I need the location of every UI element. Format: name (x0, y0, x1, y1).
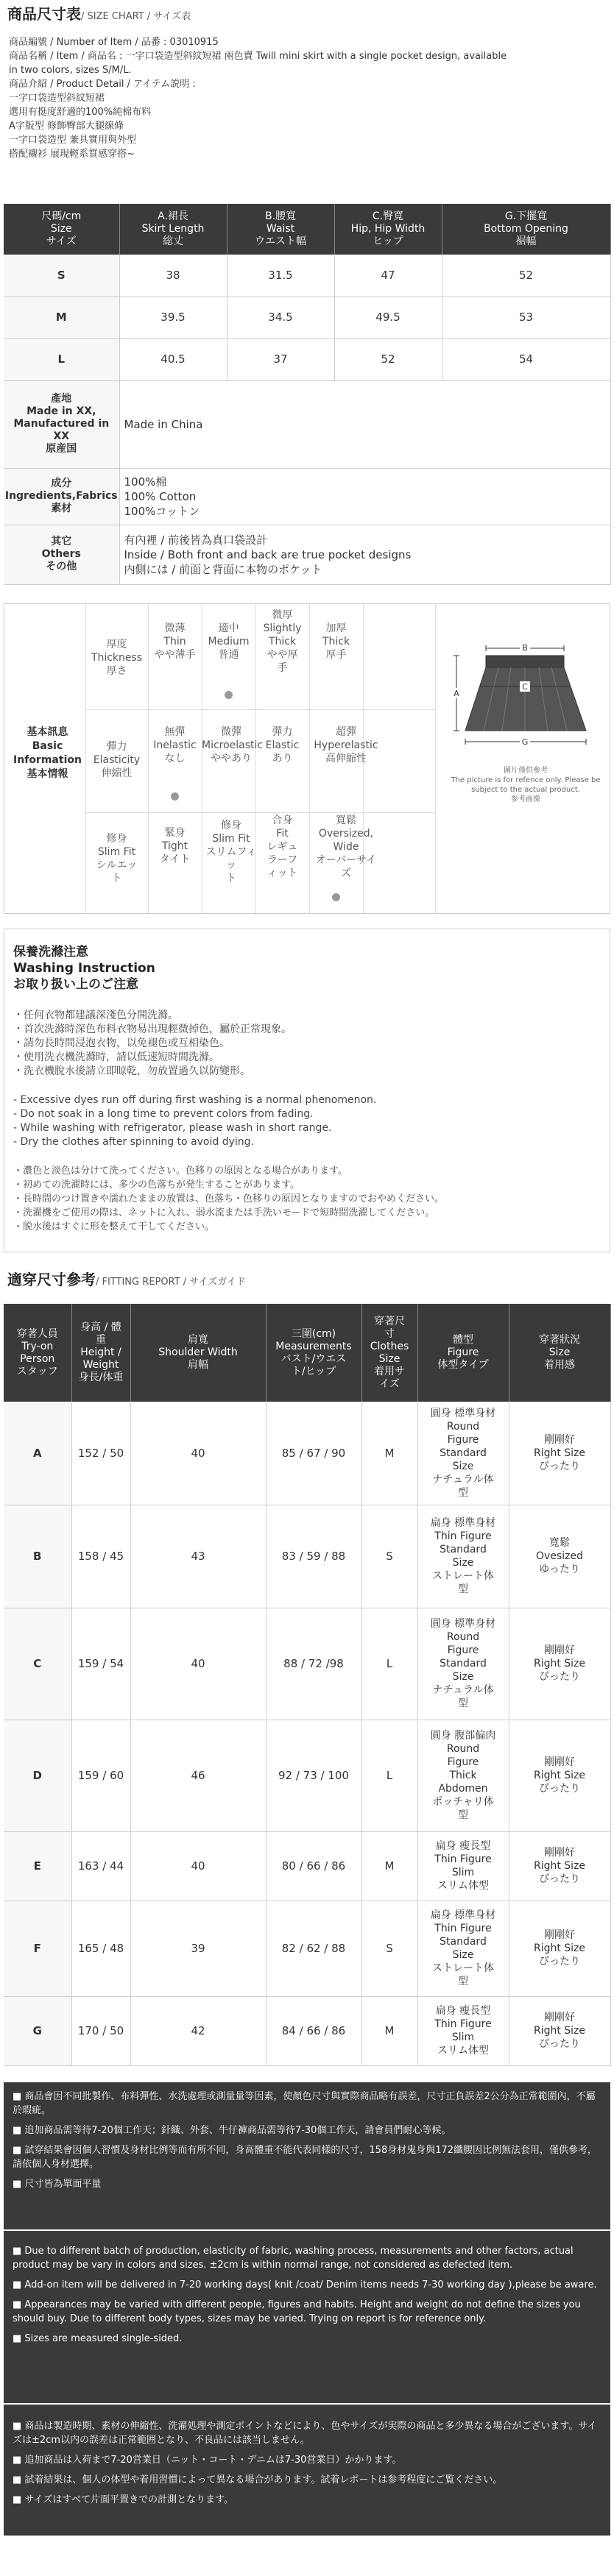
washing-line: ・首次洗滌時深色布料衣物易出現輕微掉色，屬於正常現象。 (13, 1023, 292, 1035)
fitting-header (0, 1270, 253, 1290)
header-clothes-size: 穿著尺 寸 Clothes Size 着用サ イズ (361, 1304, 417, 1402)
size-chart-subtitle: / SIZE CHART / サイズ表 (81, 11, 191, 22)
note-line: ■ 追加商品需等待7-20個工作天；針織、外套、牛仔褲商品需等待7-30個工作天，請會員們耐心等候。 (13, 2125, 451, 2136)
header-height-weight: 身高 / 體 重 Height / Weight 身長/体重 (71, 1304, 130, 1402)
clothes-size: S (361, 1505, 417, 1608)
clothes-size: L (361, 1720, 417, 1831)
shoulder-width: 40 (130, 1831, 266, 1901)
info-line: 商品編號 / Number of Item / 品番 : 03010915 (9, 37, 219, 48)
value-cell: 49.5 (334, 297, 442, 338)
fit-option: 修身 Slim Fit スリムフィッ ト (205, 820, 257, 884)
header-person: 穿著人員 Try-on Person スタッフ (4, 1304, 71, 1402)
product-info (0, 32, 614, 161)
elasticity-option: 微彈 Microelastic ややあり (202, 726, 264, 764)
height-weight: 163 / 44 (71, 1831, 130, 1901)
note-line: ■ 試着結果は、個人の体型や着用習慣によって異なる場合があります。試着レポートは参考程度にご覧ください。 (13, 2474, 503, 2485)
size-cell: S (4, 255, 119, 297)
note-line: ■ 商品會因不同批製作、布料彈性、水洗處理或測量量等因素，使顏色尺寸與實際商品略有誤差，尺寸正負誤差2公分為正常範圍內，不屬於瑕疵。 (13, 2091, 596, 2116)
washing-line: ・初めての洗濯時には、多少の色落ちが発生することがあります。 (13, 1179, 300, 1191)
note-line: ■ 試穿結果會因個人習慣及身材比例等而有所不同，身高體重不能代表同樣的尺寸，158身材鬼身與172纖腰因比例無法套用，僅供參考，請依個人身材選擇。 (13, 2145, 598, 2170)
figure-type: 扁身 瘦長型 Thin Figure Slim スリム体型 (417, 1831, 509, 1901)
table-row (4, 1901, 610, 1996)
size-table-header (4, 204, 610, 255)
info-line: 商品介紹 / Product Detail / アイテム説明 : (9, 79, 196, 90)
notes-en (4, 2231, 610, 2403)
shoulder-width: 40 (130, 1402, 266, 1505)
info-line: A字版型 修飾臀部大腿線條 (9, 121, 124, 132)
note-line: ■ 尺寸皆為單面平量 (13, 2179, 102, 2190)
value-cell: 37 (227, 338, 334, 380)
basic-info-panel (4, 603, 610, 914)
fitting-table-header (4, 1304, 610, 1402)
diagram-letter: B (522, 643, 528, 653)
elasticity-option: 彈力 Elastic あり (265, 726, 300, 764)
figure-type: 圓身 標準身材 Round Figure Standard Size ナチュラル体 型 (417, 1608, 509, 1720)
table-row (4, 1608, 610, 1720)
washing-block-en (13, 1093, 601, 1149)
figure-type: 圓身 標準身材 Round Figure Standard Size ナチュラル体 型 (417, 1402, 509, 1505)
fit-option: 寬鬆 Oversized, Wide オーバーサイ ズ (315, 815, 377, 879)
table-row (4, 1402, 610, 1505)
figure-type: 扁身 標準身材 Thin Figure Standard Size ストレート体 型 (417, 1901, 509, 1996)
value-cell: 38 (119, 255, 227, 297)
thickness-option: 加厚 Thick 厚手 (322, 622, 350, 661)
note-line: ■ 商品は製造時期、素材の伸縮性、洗濯処理や測定ポイントなどにより、色やサイズが実際の商品と多少異なる場合がございます。サイズは±2cm以内の誤差は正常範囲となり、不良品には該当しません。 (13, 2421, 597, 2446)
size-chart-title: 商品尺寸表 (7, 5, 81, 23)
info-line: in two colors, sizes S/M/L. (9, 65, 132, 76)
notes-zh (4, 2082, 610, 2229)
header-bottom-opening: G.下擺寬 Bottom Opening 裾幅 (442, 204, 610, 255)
measurements: 80 / 66 / 86 (266, 1831, 361, 1901)
washing-instructions (4, 929, 610, 1252)
value-cell: 52 (334, 338, 442, 380)
diagram-letter: G (521, 737, 529, 747)
note-line: ■ サイズはすべて片面平置きでの計測となります。 (13, 2494, 234, 2505)
fit-option: 合身 Fit レギュ ラーフ ィット (267, 815, 298, 879)
shoulder-width: 43 (130, 1505, 266, 1608)
washing-line: ・使用洗衣機洗滌時，請以低速短時間洗滌。 (13, 1051, 219, 1063)
info-line: 搭配襯衫 展現輕系質感穿搭~ (9, 149, 135, 160)
notes-ja (4, 2405, 610, 2536)
washing-block-ja (13, 1164, 601, 1234)
washing-line: ・脱水後はすぐに形を整えて干してください。 (13, 1221, 215, 1232)
person-id: D (4, 1720, 71, 1831)
fit-result: 剛剛好 Right Size ぴったり (509, 1901, 610, 1996)
shoulder-width: 46 (130, 1720, 266, 1831)
thickness-label: 厚度 Thickness 厚さ (91, 639, 143, 677)
elasticity-option: 無彈 Inelastic なし (153, 726, 197, 764)
washing-line: - Excessive dyes run off during first washing is a normal phenomenon. (13, 1094, 377, 1106)
washing-line: ・長時間のつけ置きや濡れたままの放置は、色落ち・色移りの原因となりますのでおやめください。 (13, 1193, 445, 1204)
others-value: 有內裡 / 前後皆為真口袋設計 Inside / Both front and back are true pocket designs 内側には / 前面と背面に本物のポケット (119, 525, 610, 584)
thickness-selected-dot (225, 691, 233, 699)
fit-result: 剛剛好 Right Size ぴったり (509, 1608, 610, 1720)
table-row (4, 1720, 610, 1831)
table-row (4, 338, 610, 380)
shoulder-width: 40 (130, 1608, 266, 1720)
header-figure: 體型 Figure 体型タイプ (417, 1304, 509, 1402)
fit-option: 緊身 Tight タイト (159, 827, 191, 865)
ingredients-value: 100%棉 100% Cotton 100%コットン (119, 468, 610, 525)
fitting-title: 適穿尺寸參考 (7, 1271, 96, 1288)
measurements: 88 / 72 /98 (266, 1608, 361, 1720)
thickness-option: 適中 Medium 普通 (208, 622, 250, 661)
fitting-subtitle: / FITTING REPORT / サイズガイド (96, 1277, 246, 1288)
washing-line: - While washing with refrigerator, please wash in short range. (13, 1122, 332, 1134)
value-cell: 53 (442, 297, 610, 338)
size-cell: L (4, 338, 119, 380)
note-line: ■ Due to different batch of production, elasticity of fabric, washing process, measurements and other factors, actual product may be vary in colors and sizes. ±2cm is within normal range, not considered as defected item. (13, 2246, 574, 2271)
others-label: 其它 Others その他 (4, 525, 119, 584)
ingredients-label: 成分 Ingredients,Fabrics 素材 (4, 468, 119, 525)
measurements: 84 / 66 / 86 (266, 1996, 361, 2065)
size-chart-header (0, 4, 198, 24)
clothes-size: M (361, 1402, 417, 1505)
person-id: A (4, 1402, 71, 1505)
shoulder-width: 39 (130, 1901, 266, 1996)
thickness-option: 微厚 Slightly Thick やや厚 手 (263, 609, 302, 674)
washing-line: ・洗濯機をご使用の際は、ネットに入れ、弱水流または手洗いモードで短時間洗濯してください。 (13, 1207, 435, 1218)
fit-result: 剛剛好 Right Size ぴったり (509, 1996, 610, 2065)
thickness-option: 微薄 Thin やや薄手 (154, 622, 196, 661)
person-id: C (4, 1608, 71, 1720)
header-size: 尺碼/cm Size サイズ (4, 204, 119, 255)
washing-block-zh (13, 1009, 601, 1079)
note-line: ■ Add-on item will be delivered in 7-20 working days( knit /coat/ Denim items needs 7-30 working day ),please be aware. (13, 2279, 597, 2291)
fit-result: 剛剛好 Right Size ぴったり (509, 1720, 610, 1831)
ingredients-row (4, 468, 610, 525)
washing-lines (4, 993, 610, 1234)
figure-type: 扁身 瘦長型 Thin Figure Slim スリム体型 (417, 1996, 509, 2065)
washing-line: ・請勿長時間浸泡衣物，以免褪色或互相染色。 (13, 1037, 230, 1049)
height-weight: 152 / 50 (71, 1402, 130, 1505)
diagram-letter: C (522, 682, 528, 692)
person-id: G (4, 1996, 71, 2065)
figure-type: 扁身 標準身材 Thin Figure Standard Size ストレート体 型 (417, 1505, 509, 1608)
person-id: E (4, 1831, 71, 1901)
origin-label: 產地 Made in XX, Manufactured in XX 原産国 (4, 380, 119, 468)
others-row (4, 525, 610, 584)
fit-result: 寬鬆 Ovesized ゆったり (509, 1505, 610, 1608)
skirt-diagram (443, 620, 608, 834)
washing-line: - Do not soak in a long time to prevent colors from fading. (13, 1108, 314, 1120)
note-line: ■ Appearances may be varied with different people, figures and habits. Height and weight do not define the sizes you should buy. Due to different body types, sizes may be varied. Trying on report is for reference only. (13, 2299, 581, 2324)
size-table (4, 204, 611, 585)
elasticity-label: 彈力 Elasticity 伸縮性 (93, 741, 141, 779)
washing-line: ・濃色と淡色は分けて洗ってください。色移りの原因となる場合があります。 (13, 1165, 347, 1177)
size-cell: M (4, 297, 119, 338)
washing-line: ・洗衣機脫水後請立即晾乾，勿放置過久以防變形。 (13, 1065, 250, 1077)
fit-result: 剛剛好 Right Size ぴったり (509, 1402, 610, 1505)
table-row (4, 255, 610, 297)
info-line: 一字口袋造型斜紋短裙 (9, 93, 105, 104)
clothes-size: M (361, 1831, 417, 1901)
measurements: 82 / 62 / 88 (266, 1901, 361, 1996)
clothes-size: L (361, 1608, 417, 1720)
diagram-caption: 圖片僅供參考 The picture is for refence only. Please be subject to the actual product. 参考画像 (451, 766, 601, 803)
height-weight: 165 / 48 (71, 1901, 130, 1996)
washing-title-zh: 保養洗滌注意 (13, 945, 88, 959)
info-line: 選用有挺度舒適的100%純棉布料 (9, 107, 152, 118)
figure-type: 圓身 腹部偏肉 Round Figure Thick Abdomen ポッチャリ体 型 (417, 1720, 509, 1831)
diagram-letter: A (454, 689, 459, 698)
table-row (4, 297, 610, 338)
height-weight: 159 / 60 (71, 1720, 130, 1831)
fitting-table (4, 1304, 611, 2066)
washing-line: ・任何衣物都建議深淺色分開洗滌。 (13, 1010, 178, 1021)
origin-value: Made in China (119, 380, 610, 468)
note-line: ■ 追加商品は入荷まで7-20営業日（ニット・コート・デニムは7-30営業日）かかります。 (13, 2455, 402, 2466)
washing-title-ja: お取り扱い上のご注意 (13, 977, 138, 992)
fit-result: 剛剛好 Right Size ぴったり (509, 1831, 610, 1901)
value-cell: 52 (442, 255, 610, 297)
table-row (4, 1505, 610, 1608)
fitting-table-body (4, 1402, 610, 2065)
measurements: 85 / 67 / 90 (266, 1402, 361, 1505)
person-id: B (4, 1505, 71, 1608)
value-cell: 34.5 (227, 297, 334, 338)
value-cell: 54 (442, 338, 610, 380)
value-cell: 39.5 (119, 297, 227, 338)
header-skirt-length: A.裙長 Skirt Length 総丈 (119, 204, 227, 255)
height-weight: 170 / 50 (71, 1996, 130, 2065)
measurements: 83 / 59 / 88 (266, 1505, 361, 1608)
origin-row (4, 380, 610, 468)
washing-title (4, 929, 610, 993)
washing-line: - Dry the clothes after spinning to avoid dying. (13, 1136, 254, 1148)
header-waist: B.腰寬 Waist ウエスト幅 (227, 204, 334, 255)
height-weight: 158 / 45 (71, 1505, 130, 1608)
value-cell: 47 (334, 255, 442, 297)
skirt-outline-icon (443, 620, 608, 760)
header-measurements: 三圍(cm) Measurements バスト/ウエス ト/ヒップ (266, 1304, 361, 1402)
value-cell: 40.5 (119, 338, 227, 380)
clothes-size: M (361, 1996, 417, 2065)
header-shoulder: 肩寬 Shoulder Width 肩幅 (130, 1304, 266, 1402)
clothes-size: S (361, 1901, 417, 1996)
fit-selected-dot (332, 893, 340, 901)
info-line: 商品名稱 / Item / 商品名 : 一字口袋造型斜紋短裙 兩色賣 Twill mini skirt with a single pocket design, available (9, 51, 507, 62)
shoulder-width: 42 (130, 1996, 266, 2065)
washing-title-en: Washing Instruction (13, 961, 155, 976)
header-hip: C.臀寬 Hip, Hip Width ヒップ (334, 204, 442, 255)
person-id: F (4, 1901, 71, 1996)
table-row (4, 1831, 610, 1901)
table-row (4, 1996, 610, 2065)
value-cell: 31.5 (227, 255, 334, 297)
measurements: 92 / 73 / 100 (266, 1720, 361, 1831)
info-line: 一字口袋造型 兼具實用與外型 (9, 135, 137, 146)
note-line: ■ Sizes are measured single-sided. (13, 2333, 183, 2344)
header-fit: 穿著狀況 Size 着用感 (509, 1304, 610, 1402)
fit-label: 修身 Slim Fit シルエッ ト (96, 833, 138, 884)
elasticity-selected-dot (171, 792, 179, 801)
height-weight: 159 / 54 (71, 1608, 130, 1720)
elasticity-option: 超彈 Hyperelastic 高伸縮性 (314, 726, 378, 764)
basic-info-label: 基本訊息 Basic Information 基本情報 (13, 726, 82, 780)
